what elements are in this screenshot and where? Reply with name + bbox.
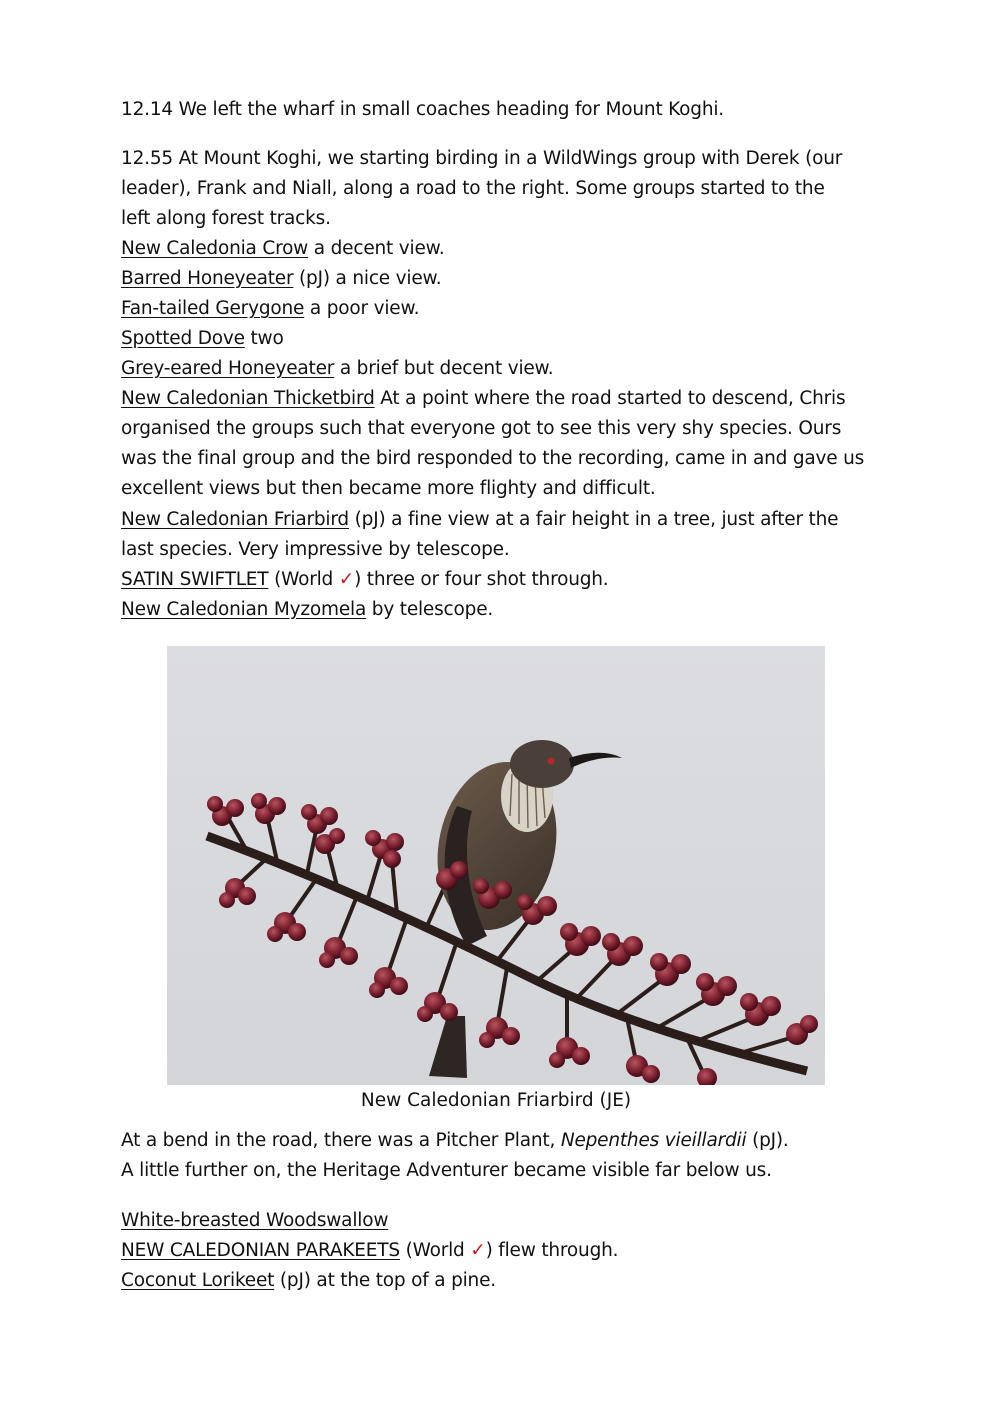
friarbird-photo — [167, 646, 825, 1085]
species-name: Fan-tailed Gerygone — [121, 298, 305, 319]
sighting-line — [121, 565, 881, 595]
text-line: 12.14 We left the wharf in small coaches heading for Mount Koghi. — [121, 99, 724, 120]
sighting-line — [121, 1236, 881, 1266]
sighting-note: a brief but decent view. — [334, 358, 554, 379]
text-line: excellent views but then became more flighty and difficult. — [121, 478, 656, 499]
sighting-line — [121, 294, 881, 324]
sighting-line — [121, 324, 881, 354]
text-line: organised the groups such that everyone got to see this very shy species. Ours — [121, 418, 842, 439]
sighting-note: a decent view. — [308, 238, 445, 259]
species-name: New Caledonian Thicketbird — [121, 388, 375, 409]
check-mark-icon: ✓ — [338, 569, 355, 590]
sighting-note: (World — [268, 569, 339, 590]
sighting-note: two — [244, 328, 284, 349]
text-line: left along forest tracks. — [121, 208, 331, 229]
text-line: 12.55 At Mount Koghi, we starting birding in a WildWings group with Derek (our — [121, 148, 843, 169]
text-line — [121, 1126, 881, 1156]
sighting-note: ) flew through. — [485, 1240, 619, 1261]
text-line: leader), Frank and Niall, along a road to the right. Some groups started to the — [121, 178, 825, 199]
species-name: New Caledonia Crow — [121, 238, 309, 259]
text-line: last species. Very impressive by telescope. — [121, 539, 510, 560]
species-name: NEW CALEDONIAN PARAKEETS — [121, 1240, 400, 1261]
sighting-note: ) three or four shot through. — [354, 569, 609, 590]
species-name: New Caledonian Myzomela — [121, 599, 367, 620]
sighting-note: (pJ) a fine view at a fair height in a tree, just after the — [348, 509, 839, 530]
sighting-line — [121, 384, 881, 414]
species-name: Barred Honeyeater — [121, 268, 294, 289]
sighting-note: (World — [399, 1240, 471, 1261]
text-segment: At a bend in the road, there was a Pitcher Plant, — [121, 1130, 561, 1151]
text-line: was the final group and the bird responded to the recording, came in and gave us — [121, 448, 865, 469]
species-name: White-breasted Woodswallow — [121, 1210, 389, 1231]
text-line: A little further on, the Heritage Adventurer became visible far below us. — [121, 1160, 772, 1181]
species-name: Coconut Lorikeet — [121, 1270, 275, 1291]
sighting-line — [121, 234, 881, 264]
species-name: Grey-eared Honeyeater — [121, 358, 335, 379]
sighting-line — [121, 264, 881, 294]
sighting-line — [121, 1206, 881, 1236]
sighting-note: (pJ) at the top of a pine. — [274, 1270, 496, 1291]
photo-caption: New Caledonian Friarbird (JE) — [360, 1090, 632, 1111]
species-name: Spotted Dove — [121, 328, 245, 349]
sighting-line — [121, 595, 881, 625]
text-segment: (pJ). — [746, 1130, 789, 1151]
species-name: SATIN SWIFTLET — [121, 569, 269, 590]
species-latin-name: Nepenthes vieillardii — [560, 1130, 747, 1151]
species-name: New Caledonian Friarbird — [121, 509, 349, 530]
sighting-note: by telescope. — [366, 599, 494, 620]
check-mark-icon: ✓ — [470, 1240, 486, 1261]
sighting-line — [121, 1266, 881, 1296]
sighting-line — [121, 505, 881, 535]
sighting-line — [121, 354, 881, 384]
sighting-note: At a point where the road started to descend, Chris — [374, 388, 846, 409]
sighting-note: (pJ) a nice view. — [293, 268, 442, 289]
sighting-note: a poor view. — [304, 298, 420, 319]
